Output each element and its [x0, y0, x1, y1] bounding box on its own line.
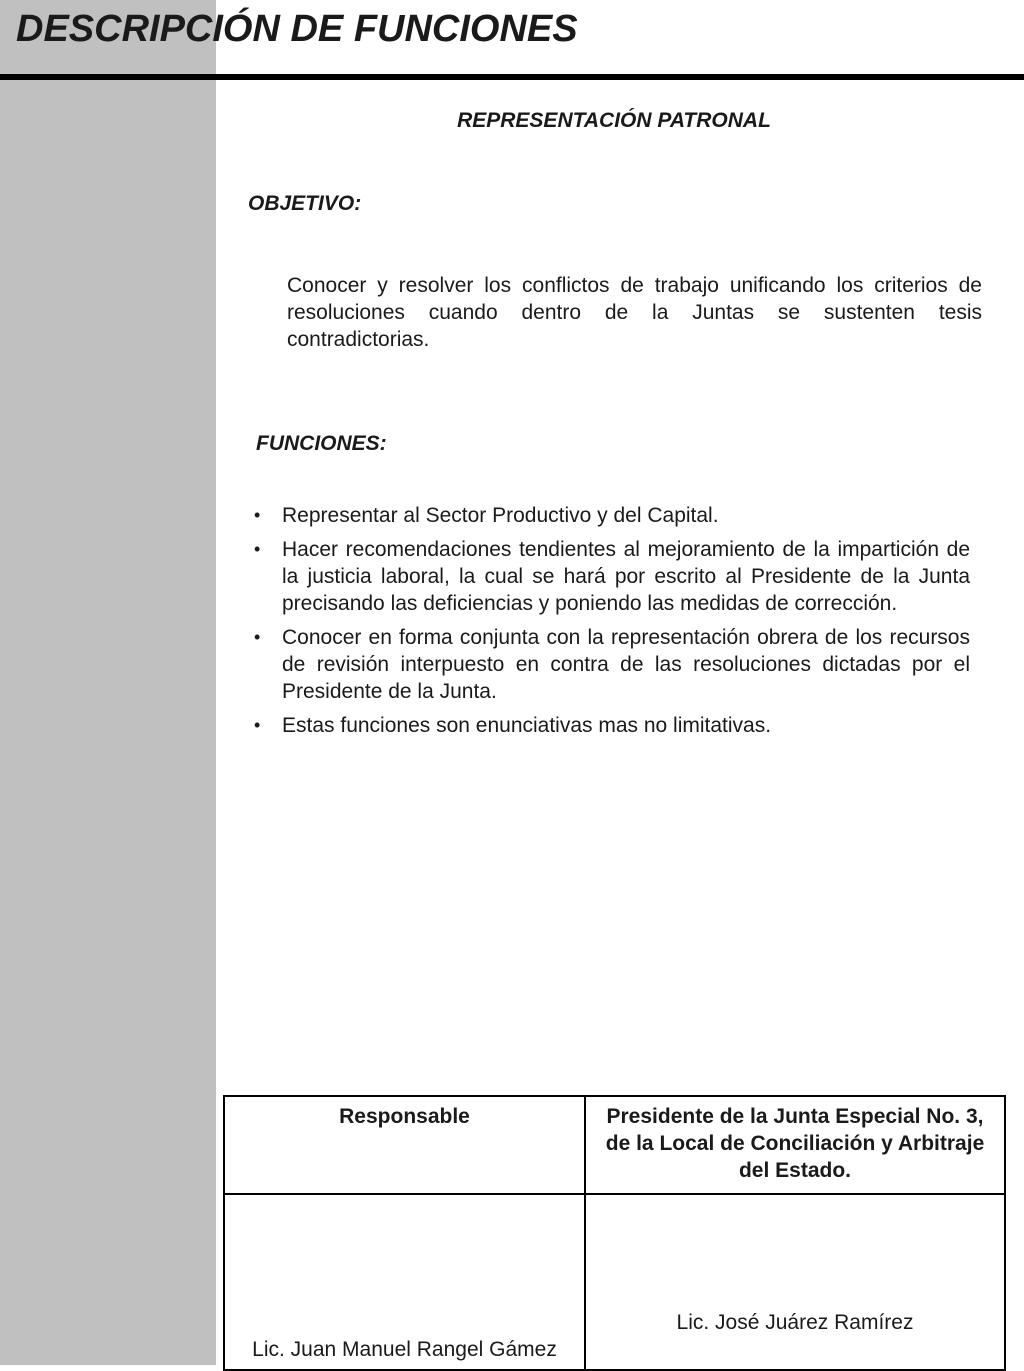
objetivo-text: Conocer y resolver los conflictos de trabajo unificando los criterios de resoluciones cuando dentro de la Juntas se sustenten tesis contradictorias. — [287, 274, 982, 351]
funcion-item — [254, 502, 970, 529]
funcion-item-text: Estas funciones son enunciativas mas no limitativas. — [282, 714, 772, 737]
bullet-icon: • — [254, 627, 261, 647]
signature-name-right: Lic. José Juárez Ramírez — [585, 1194, 1005, 1370]
signature-row — [224, 1194, 1005, 1370]
funcion-item — [254, 536, 970, 617]
responsable-header-row — [224, 1096, 1005, 1194]
funcion-item-text: Conocer en forma conjunta con la representación obrera de los recursos de revisión interpuesto en contra de las resoluciones dictadas por el Presidente de la Junta. — [282, 626, 970, 703]
funcion-item-text: Representar al Sector Productivo y del Capital. — [282, 504, 719, 527]
objetivo-heading: OBJETIVO: — [248, 192, 362, 215]
responsable-label-cell: Responsable — [224, 1096, 585, 1194]
funciones-heading: FUNCIONES: — [256, 432, 387, 455]
page-title: DESCRIPCIÓN DE FUNCIONES — [16, 8, 578, 50]
signature-name-left: Lic. Juan Manuel Rangel Gámez — [224, 1194, 585, 1370]
funciones-list — [254, 502, 970, 746]
left-gray-sidebar — [0, 0, 216, 1365]
bullet-icon: • — [254, 539, 261, 559]
funcion-item — [254, 712, 970, 739]
title-underline-rule — [0, 74, 1024, 80]
section-subtitle: REPRESENTACIÓN PATRONAL — [457, 109, 771, 132]
bullet-icon: • — [254, 505, 261, 525]
funcion-item-text: Hacer recomendaciones tendientes al mejoramiento de la impartición de la justicia laboral, la cual se hará por escrito al Presidente de la Junta precisando las deficiencias y poniendo las medidas de corrección. — [282, 538, 970, 615]
bullet-icon: • — [254, 715, 261, 735]
funcion-item — [254, 624, 970, 705]
responsable-table — [223, 1095, 1006, 1371]
responsable-position-cell: Presidente de la Junta Especial No. 3, de la Local de Conciliación y Arbitraje del Estado. — [585, 1096, 1005, 1194]
